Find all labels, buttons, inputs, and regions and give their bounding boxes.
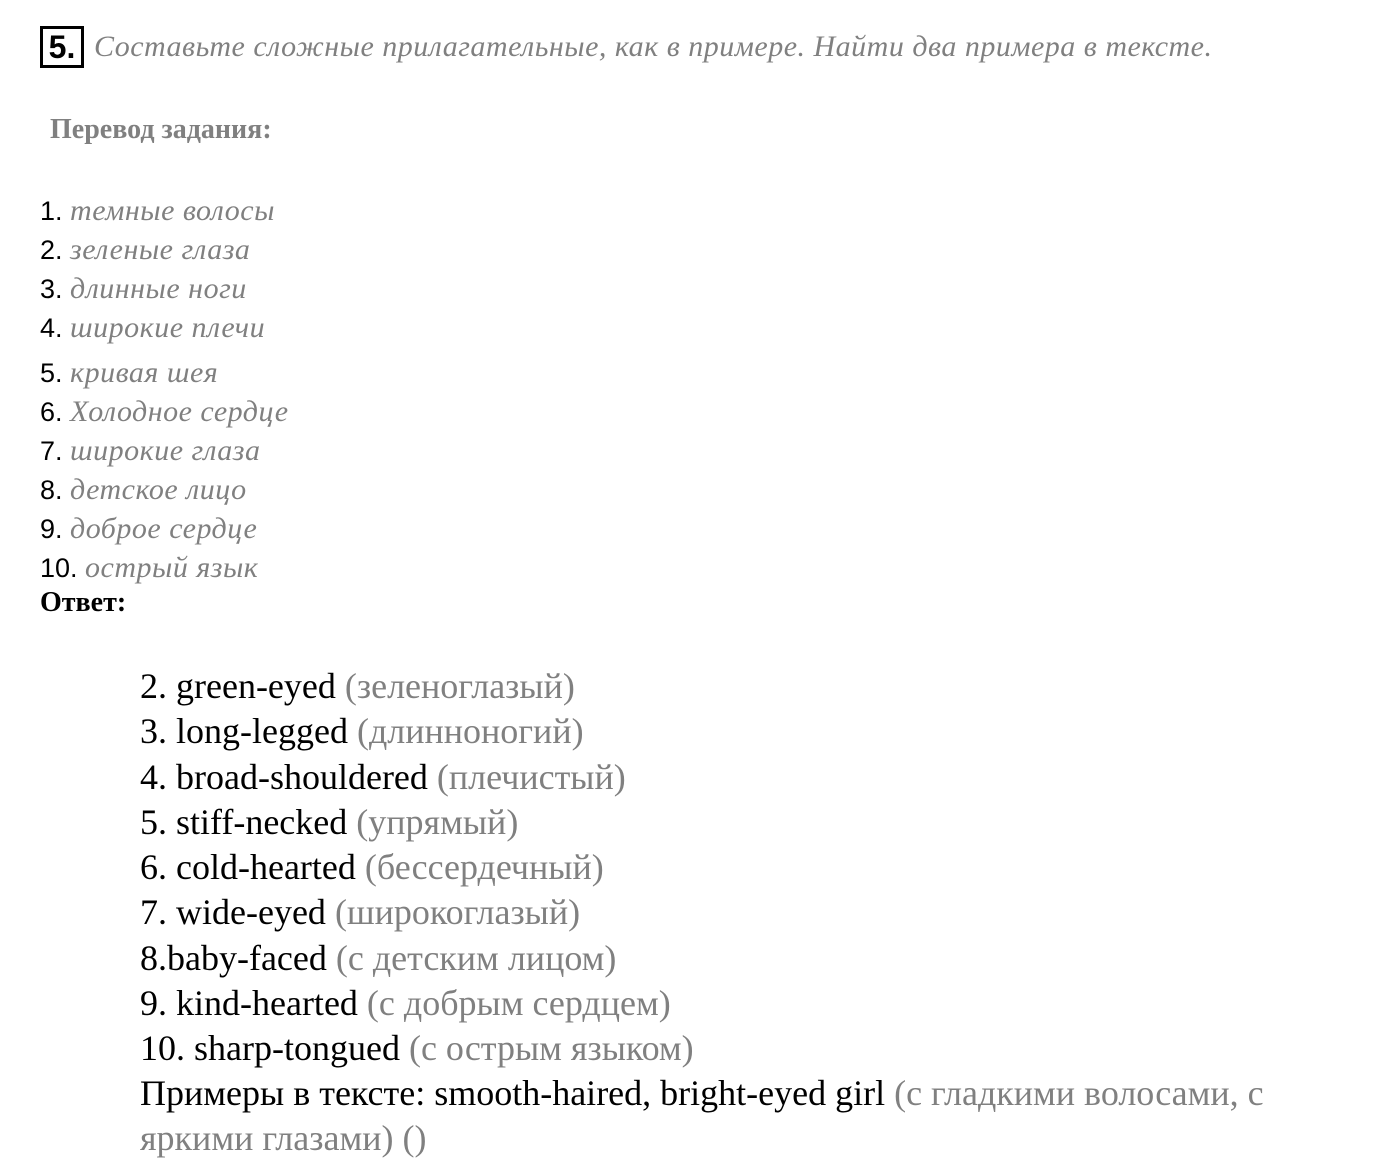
compound-adjective: 2. green-eyed xyxy=(140,666,336,706)
list-item xyxy=(40,431,289,470)
item-text: зеленые глаза xyxy=(70,233,251,266)
answer-translation: (плечистый) xyxy=(436,756,626,797)
item-number: 3. xyxy=(40,274,63,304)
examples-label: Примеры в тексте: smooth-haired, bright-eyed girl xyxy=(140,1073,886,1113)
compound-adjective: 3. long-legged xyxy=(140,711,348,752)
item-number: 5. xyxy=(40,358,63,388)
translation-title: Перевод задания: xyxy=(50,114,272,145)
answer-translation: (широкоглазый) xyxy=(334,892,581,933)
list-item xyxy=(40,353,289,392)
item-number: 4. xyxy=(40,313,63,343)
translation-list xyxy=(40,191,289,587)
list-item xyxy=(40,548,289,587)
answer-item xyxy=(140,890,694,935)
item-text: кривая шея xyxy=(70,356,219,389)
compound-adjective: 9. kind-hearted xyxy=(140,983,358,1024)
compound-adjective: 4. broad-shouldered xyxy=(140,756,428,797)
list-item xyxy=(40,191,289,230)
answer-item xyxy=(140,981,694,1026)
list-item xyxy=(40,269,289,308)
list-item xyxy=(40,230,289,269)
text-examples xyxy=(140,1071,1370,1161)
list-item xyxy=(40,392,289,431)
compound-adjective: 7. wide-eyed xyxy=(140,892,326,933)
answer-translation: (с добрым сердцем) xyxy=(366,983,671,1024)
answer-list xyxy=(140,664,694,1072)
item-number: 1. xyxy=(40,196,63,226)
answer-item xyxy=(140,936,694,981)
list-item xyxy=(40,509,289,548)
item-number: 2. xyxy=(40,235,63,265)
list-item xyxy=(40,308,289,347)
examples-translation: (с гладкими волосами, с яркими глазами) () xyxy=(140,1073,1264,1158)
compound-adjective: 10. sharp-tongued xyxy=(140,1028,400,1069)
item-text: темные волосы xyxy=(70,194,275,227)
item-text: широкие глаза xyxy=(70,434,261,467)
list-item xyxy=(40,470,289,509)
item-text: доброе сердце xyxy=(70,512,258,545)
item-number: 6. xyxy=(40,397,63,427)
task-header xyxy=(40,26,1212,68)
answer-item xyxy=(140,709,694,754)
item-text: длинные ноги xyxy=(70,272,247,305)
item-number: 10. xyxy=(40,553,78,583)
item-number: 9. xyxy=(40,514,63,544)
answer-title: Ответ: xyxy=(40,587,127,618)
compound-adjective: 8.baby-faced xyxy=(140,937,327,978)
answer-translation: (длинноногий) xyxy=(356,711,584,752)
answer-translation: (с острым языком) xyxy=(408,1028,694,1069)
item-text: широкие плечи xyxy=(70,311,266,344)
item-number: 7. xyxy=(40,436,63,466)
answer-translation: (с детским лицом) xyxy=(335,937,617,978)
answer-translation: (бессердечный) xyxy=(364,847,604,888)
answer-item xyxy=(140,664,694,709)
item-text: Холодное сердце xyxy=(70,395,289,428)
answer-item xyxy=(140,800,694,845)
item-number: 8. xyxy=(40,475,63,505)
compound-adjective: 6. cold-hearted xyxy=(140,847,356,888)
answer-translation: (зеленоглазый) xyxy=(344,666,575,706)
answer-item xyxy=(140,1026,694,1071)
item-text: острый язык xyxy=(85,551,259,584)
task-instruction: Составьте сложные прилагательные, как в примере. Найти два примера в тексте. xyxy=(94,30,1213,63)
task-number-box: 5. xyxy=(40,26,84,68)
item-text: детское лицо xyxy=(70,473,247,506)
answer-item xyxy=(140,755,694,800)
compound-adjective: 5. stiff-necked xyxy=(140,801,348,842)
answer-item xyxy=(140,845,694,890)
answer-translation: (упрямый) xyxy=(356,801,519,842)
